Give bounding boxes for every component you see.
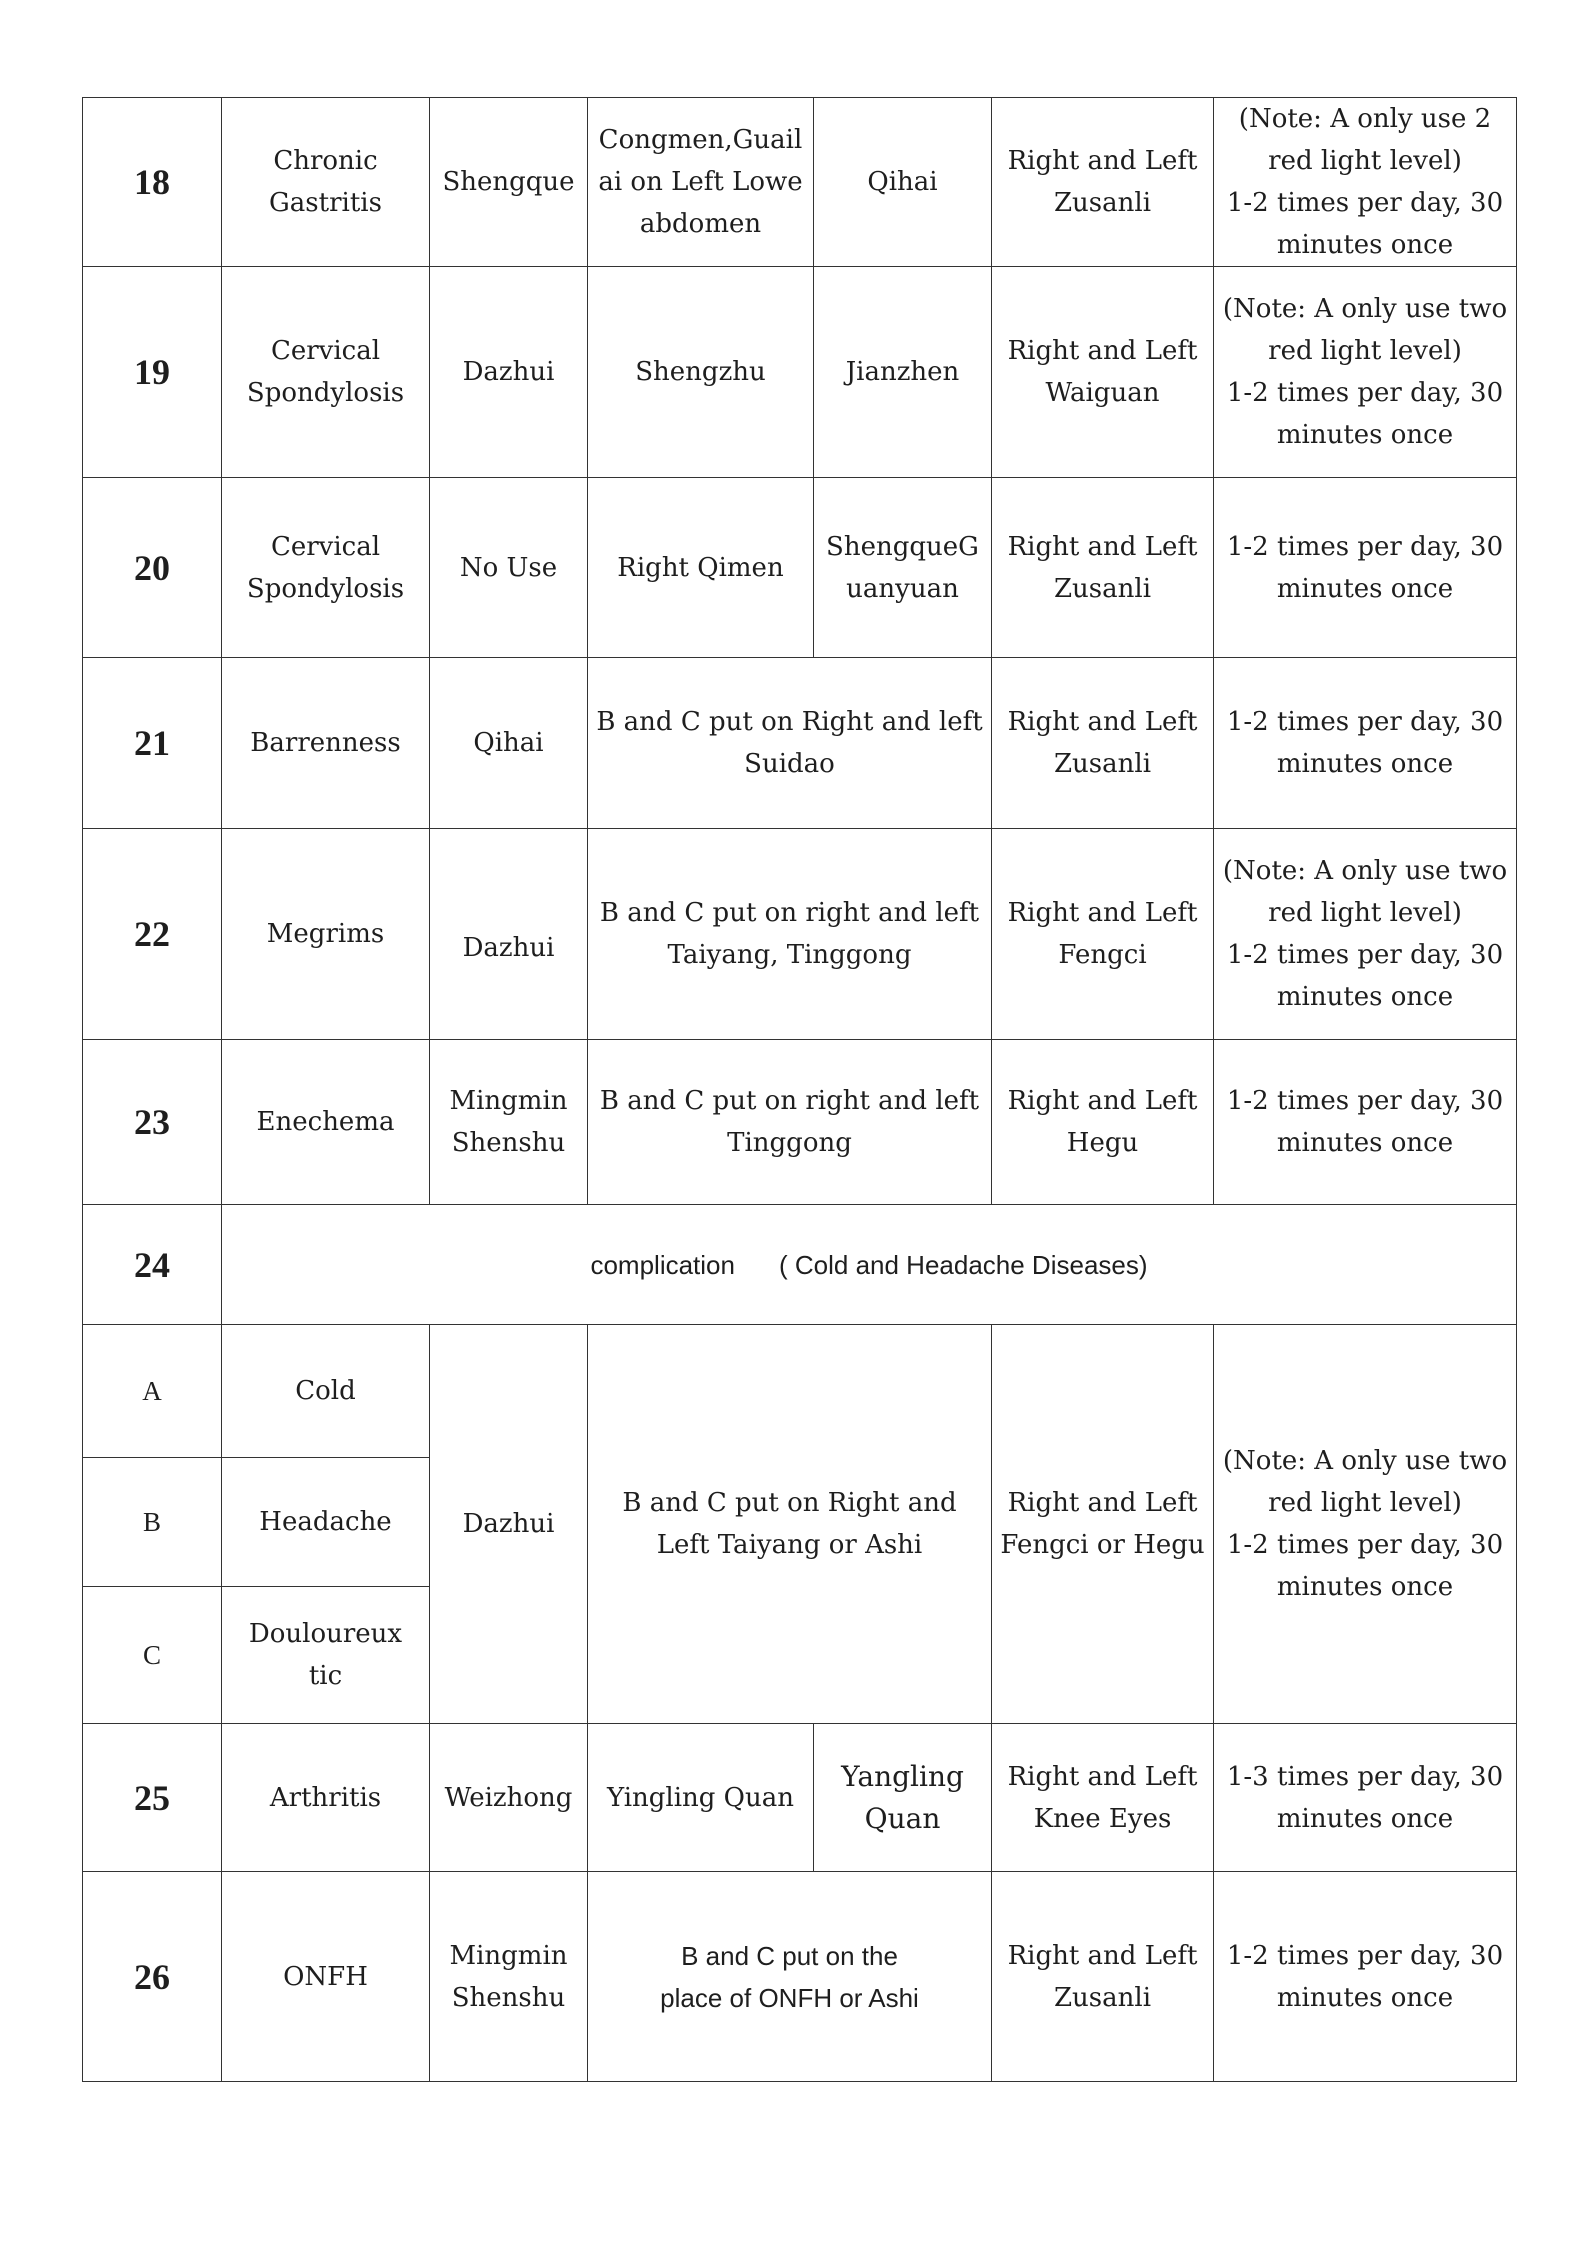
table-row (83, 1205, 1517, 1325)
point-b-cell: Congmen,Guailai on Left Lowe abdomen (588, 98, 814, 267)
table-row (83, 658, 1517, 829)
point-a-cell: Dazhui (430, 1325, 588, 1724)
note-cell: (Note: A only use 2 red light level) 1-2 times per day, 30 minutes once (1214, 98, 1517, 267)
point-d-cell: Right and Left Zusanli (992, 98, 1214, 267)
disease-cell: Douloureux tic (222, 1587, 430, 1724)
point-c-cell: Jianzhen (814, 267, 992, 478)
disease-cell: Cold (222, 1325, 430, 1458)
disease-cell: Enechema (222, 1040, 430, 1205)
point-a-cell: Mingmin Shenshu (430, 1040, 588, 1205)
disease-cell: Cervical Spondylosis (222, 478, 430, 658)
point-c-cell: ShengqueGuanyuan (814, 478, 992, 658)
disease-cell: Headache (222, 1458, 430, 1587)
table-row (83, 478, 1517, 658)
row-number: 25 (83, 1724, 222, 1872)
table-row (83, 1040, 1517, 1205)
point-d-cell: Right and Left Zusanli (992, 658, 1214, 829)
point-d-cell: Right and Left Zusanli (992, 478, 1214, 658)
point-a-cell: Shengque (430, 98, 588, 267)
point-bc-cell: B and C put on right and left Tinggong (588, 1040, 992, 1205)
note-cell: 1-2 times per day, 30 minutes once (1214, 658, 1517, 829)
note-cell: (Note: A only use two red light level) 1-2 times per day, 30 minutes once (1214, 1325, 1517, 1724)
note-cell: 1-2 times per day, 30 minutes once (1214, 478, 1517, 658)
point-a-cell: Qihai (430, 658, 588, 829)
table-row (83, 829, 1517, 1040)
table-row (83, 267, 1517, 478)
treatment-table (82, 97, 1517, 2082)
point-bc-cell: B and C put on Right and Left Taiyang or Ashi (588, 1325, 992, 1724)
table-row (83, 1872, 1517, 2082)
point-d-cell: Right and Left Waiguan (992, 267, 1214, 478)
row-number: 21 (83, 658, 222, 829)
disease-cell: Megrims (222, 829, 430, 1040)
note-cell: 1-2 times per day, 30 minutes once (1214, 1872, 1517, 2082)
row-number: 23 (83, 1040, 222, 1205)
note-cell: 1-2 times per day, 30 minutes once (1214, 1040, 1517, 1205)
disease-cell: Arthritis (222, 1724, 430, 1872)
point-bc-cell: B and C put on the place of ONFH or Ashi (588, 1872, 992, 2082)
disease-cell: Cervical Spondylosis (222, 267, 430, 478)
row-number: 24 (83, 1205, 222, 1325)
complication-cell (222, 1205, 1517, 1325)
row-number: 26 (83, 1872, 222, 2082)
sub-row-letter: B (83, 1458, 222, 1587)
point-b-cell: Right Qimen (588, 478, 814, 658)
point-bc-cell: B and C put on Right and left Suidao (588, 658, 992, 829)
point-a-cell: No Use (430, 478, 588, 658)
point-c-cell: Yangling Quan (814, 1724, 992, 1872)
disease-cell: Barrenness (222, 658, 430, 829)
point-d-cell: Right and Left Fengci (992, 829, 1214, 1040)
complication-detail: ( Cold and Headache Diseases) (778, 1249, 1148, 1280)
row-number: 18 (83, 98, 222, 267)
sub-row-letter: C (83, 1587, 222, 1724)
note-cell: (Note: A only use two red light level) 1-2 times per day, 30 minutes once (1214, 267, 1517, 478)
point-c-cell: Qihai (814, 98, 992, 267)
table-row (83, 1325, 1517, 1458)
row-number: 20 (83, 478, 222, 658)
table-row (83, 1724, 1517, 1872)
row-number: 22 (83, 829, 222, 1040)
note-cell: 1-3 times per day, 30 minutes once (1214, 1724, 1517, 1872)
table-row (83, 98, 1517, 267)
point-a-cell: Mingmin Shenshu (430, 1872, 588, 2082)
note-cell: (Note: A only use two red light level) 1-2 times per day, 30 minutes once (1214, 829, 1517, 1040)
point-a-cell: Weizhong (430, 1724, 588, 1872)
point-b-cell: Yingling Quan (588, 1724, 814, 1872)
point-d-cell: Right and Left Knee Eyes (992, 1724, 1214, 1872)
point-d-cell: Right and Left Zusanli (992, 1872, 1214, 2082)
disease-cell: ONFH (222, 1872, 430, 2082)
point-a-cell: Dazhui (430, 267, 588, 478)
disease-cell: Chronic Gastritis (222, 98, 430, 267)
row-number: 19 (83, 267, 222, 478)
point-b-cell: Shengzhu (588, 267, 814, 478)
complication-label: complication (590, 1249, 735, 1280)
point-d-cell: Right and Left Hegu (992, 1040, 1214, 1205)
point-bc-cell: B and C put on right and left Taiyang, Tinggong (588, 829, 992, 1040)
point-a-cell: Dazhui (430, 829, 588, 1040)
sub-row-letter: A (83, 1325, 222, 1458)
point-d-cell: Right and Left Fengci or Hegu (992, 1325, 1214, 1724)
